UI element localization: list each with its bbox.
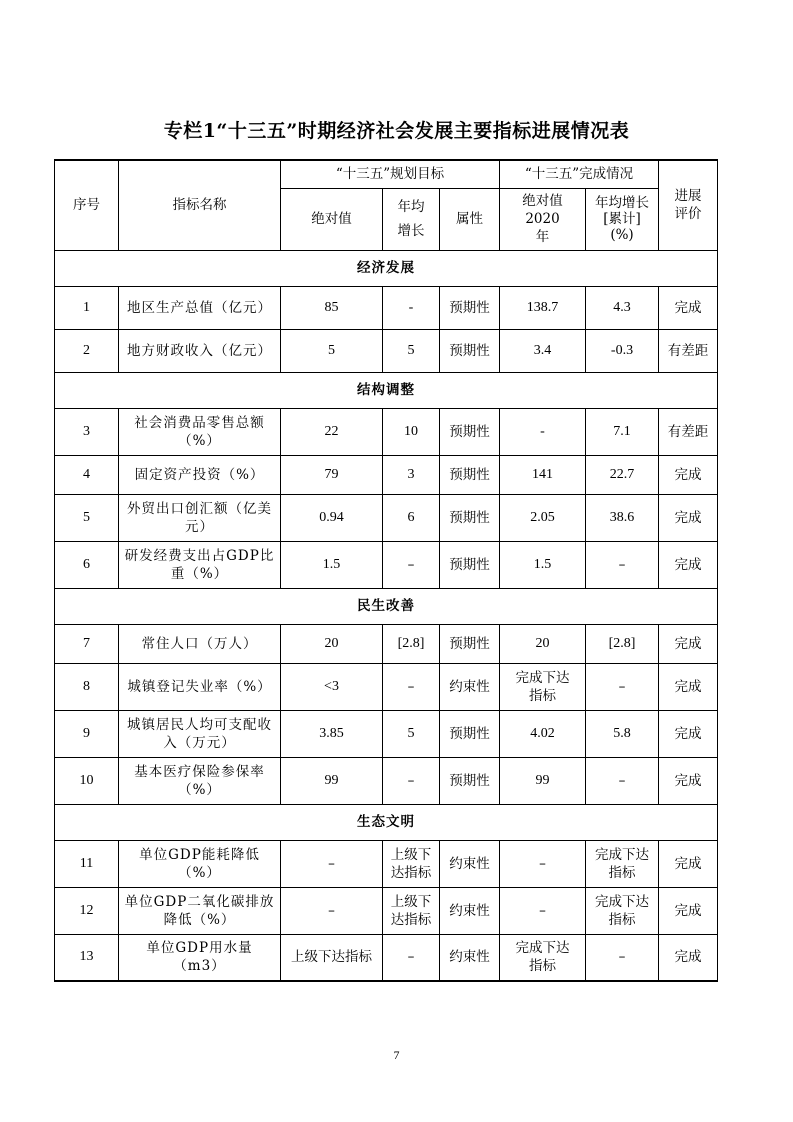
actual-annual-growth: 完成下达指标: [595, 846, 650, 881]
indicator-name-cell: [119, 934, 281, 981]
actual-annual-growth-cell: [586, 887, 659, 934]
section-title: 经济发展: [55, 250, 718, 286]
indicator-name: 社会消费品零售总额（%）: [134, 414, 265, 449]
section-title: 生态文明: [55, 804, 718, 840]
header-plan-group: “十三五”规划目标: [281, 160, 500, 188]
plan-absolute-cell: [281, 887, 383, 934]
indicator-name-cell: [119, 408, 281, 455]
plan-annual-growth-cell: [383, 541, 440, 588]
actual-absolute: -: [540, 423, 545, 439]
section-row: [55, 372, 718, 408]
section-title: 结构调整: [55, 372, 718, 408]
plan-annual-growth-cell: [383, 934, 440, 981]
actual-absolute: 2.05: [530, 509, 555, 525]
plan-annual-growth: –: [407, 949, 415, 966]
actual-annual-growth-cell: [586, 455, 659, 494]
actual-absolute: 138.7: [526, 299, 559, 315]
indicator-name-cell: [119, 663, 281, 710]
plan-absolute: 1.5: [322, 556, 341, 572]
plan-absolute: 22: [324, 423, 339, 439]
actual-absolute-cell: [500, 663, 586, 710]
actual-annual-growth-cell: [586, 840, 659, 887]
indicator-name: 外贸出口创汇额（亿美元）: [127, 500, 272, 535]
table-row: [55, 455, 718, 494]
actual-absolute-cell: [500, 494, 586, 541]
indicator-name: 常住人口（万人）: [141, 635, 258, 652]
actual-annual-growth: -0.3: [610, 342, 634, 358]
row-number: 1: [83, 299, 90, 315]
actual-absolute: 1.5: [533, 556, 552, 572]
attribute-cell: [440, 329, 500, 372]
actual-annual-growth: 完成下达指标: [595, 893, 650, 928]
header-eval: [659, 160, 718, 250]
plan-absolute: –: [328, 902, 335, 919]
attribute: 预期性: [449, 635, 490, 652]
plan-absolute-cell: [281, 408, 383, 455]
attribute: 预期性: [449, 509, 490, 526]
table-row: [55, 663, 718, 710]
header-name: 指标名称: [119, 160, 281, 250]
actual-absolute-cell: [500, 408, 586, 455]
row-number-cell: [55, 541, 119, 588]
row-number-cell: [55, 887, 119, 934]
row-number-cell: [55, 494, 119, 541]
section-row: [55, 250, 718, 286]
header-plan-abs: 绝对值: [281, 188, 383, 250]
header-actual-abs: [500, 188, 586, 250]
plan-annual-growth: -: [408, 299, 414, 315]
indicator-name: 研发经费支出占GDP比重（%）: [124, 547, 275, 582]
row-number-cell: [55, 286, 119, 329]
indicator-name: 城镇居民人均可支配收入（万元）: [127, 716, 272, 751]
indicator-name-cell: [119, 541, 281, 588]
plan-absolute-cell: [281, 624, 383, 663]
row-number-cell: [55, 840, 119, 887]
progress-evaluation: 完成: [674, 556, 702, 573]
progress-evaluation-cell: [659, 455, 718, 494]
attribute-cell: [440, 663, 500, 710]
progress-evaluation-cell: [659, 286, 718, 329]
progress-evaluation: 有差距: [667, 342, 709, 359]
plan-absolute: 85: [324, 299, 339, 315]
header-actual-growth-text: 年均增长[累计](%): [595, 195, 650, 243]
header-plan-growth-text: 年均增长: [397, 199, 425, 239]
actual-absolute: 99: [535, 772, 550, 788]
plan-absolute: 3.85: [319, 725, 344, 741]
section-row: [55, 804, 718, 840]
table-row: [55, 710, 718, 757]
plan-absolute-cell: [281, 840, 383, 887]
plan-annual-growth-cell: [383, 840, 440, 887]
plan-absolute-cell: [281, 329, 383, 372]
indicator-name-cell: [119, 757, 281, 804]
actual-annual-growth: 5.8: [613, 725, 631, 741]
plan-annual-growth: 10: [404, 423, 418, 439]
row-number: 7: [83, 635, 90, 651]
table-body: [55, 160, 718, 981]
attribute: 预期性: [449, 299, 490, 316]
actual-absolute-cell: [500, 455, 586, 494]
plan-annual-growth-cell: [383, 329, 440, 372]
actual-annual-growth: 7.1: [613, 423, 631, 439]
plan-annual-growth-cell: [383, 624, 440, 663]
actual-absolute: 141: [532, 466, 554, 482]
row-number: 12: [79, 902, 94, 918]
plan-absolute: 0.94: [319, 509, 344, 525]
indicator-name: 地方财政收入（亿元）: [127, 342, 272, 359]
attribute-cell: [440, 541, 500, 588]
attribute: 预期性: [449, 725, 490, 742]
plan-annual-growth: 3: [407, 466, 415, 482]
plan-annual-growth: 6: [407, 509, 415, 525]
table-row: [55, 541, 718, 588]
actual-absolute: 4.02: [530, 725, 555, 741]
attribute-cell: [440, 408, 500, 455]
plan-absolute-cell: [281, 710, 383, 757]
plan-absolute-cell: [281, 286, 383, 329]
progress-evaluation: 完成: [674, 299, 702, 316]
actual-annual-growth: –: [618, 772, 626, 789]
progress-evaluation-cell: [659, 887, 718, 934]
progress-evaluation: 完成: [674, 949, 702, 966]
row-number-cell: [55, 757, 119, 804]
plan-absolute-cell: [281, 934, 383, 981]
attribute-cell: [440, 887, 500, 934]
actual-annual-growth-cell: [586, 286, 659, 329]
actual-absolute: 完成下达指标: [515, 940, 570, 975]
progress-evaluation-cell: [659, 757, 718, 804]
actual-annual-growth-cell: [586, 663, 659, 710]
row-number: 2: [83, 342, 90, 358]
actual-annual-growth-cell: [586, 710, 659, 757]
header-actual-group: “十三五”完成情况: [500, 160, 659, 188]
plan-absolute-cell: [281, 455, 383, 494]
actual-annual-growth: –: [618, 949, 626, 966]
row-number: 13: [79, 949, 94, 965]
page-title: 专栏1“十三五”时期经济社会发展主要指标进展情况表: [163, 120, 630, 142]
attribute-cell: [440, 624, 500, 663]
actual-annual-growth: [2.8]: [608, 635, 636, 651]
progress-evaluation: 完成: [674, 509, 702, 526]
header-attr: 属性: [440, 188, 500, 250]
plan-annual-growth-cell: [383, 663, 440, 710]
plan-absolute: 5: [328, 342, 335, 358]
progress-evaluation: 有差距: [667, 423, 709, 440]
table-row: [55, 408, 718, 455]
plan-absolute-cell: [281, 541, 383, 588]
actual-annual-growth-cell: [586, 934, 659, 981]
attribute: 约束性: [449, 678, 490, 695]
indicator-name-cell: [119, 286, 281, 329]
attribute-cell: [440, 934, 500, 981]
row-number: 6: [83, 556, 90, 572]
header-row-1: [55, 160, 718, 188]
plan-annual-growth-cell: [383, 494, 440, 541]
indicator-table: [54, 159, 718, 982]
actual-annual-growth-cell: [586, 541, 659, 588]
attribute-cell: [440, 494, 500, 541]
actual-annual-growth-cell: [586, 408, 659, 455]
row-number: 5: [83, 509, 90, 525]
indicator-name-cell: [119, 494, 281, 541]
indicator-name: 基本医疗保险参保率（%）: [134, 763, 265, 798]
actual-annual-growth: 38.6: [609, 509, 635, 525]
row-number-cell: [55, 663, 119, 710]
table-row: [55, 934, 718, 981]
indicator-name: 城镇登记失业率（%）: [127, 678, 272, 695]
attribute: 约束性: [449, 855, 490, 872]
actual-absolute: 完成下达指标: [515, 669, 570, 704]
progress-evaluation-cell: [659, 329, 718, 372]
actual-absolute-cell: [500, 757, 586, 804]
table-row: [55, 887, 718, 934]
row-number-cell: [55, 934, 119, 981]
attribute: 预期性: [449, 342, 490, 359]
attribute: 预期性: [449, 556, 490, 573]
attribute: 预期性: [449, 423, 490, 440]
page-number: 7: [393, 1048, 400, 1062]
row-number: 8: [83, 678, 90, 694]
plan-annual-growth-cell: [383, 455, 440, 494]
actual-absolute-cell: [500, 541, 586, 588]
row-number-cell: [55, 329, 119, 372]
plan-annual-growth: 上级下达指标: [390, 846, 432, 881]
plan-absolute-cell: [281, 663, 383, 710]
plan-annual-growth: –: [407, 772, 415, 789]
actual-absolute: 3.4: [533, 342, 552, 358]
attribute: 约束性: [449, 902, 490, 919]
table-row: [55, 494, 718, 541]
attribute-cell: [440, 840, 500, 887]
header-seq: 序号: [55, 160, 119, 250]
progress-evaluation-cell: [659, 494, 718, 541]
section-row: [55, 588, 718, 624]
indicator-name: 固定资产投资（%）: [134, 466, 265, 483]
progress-evaluation-cell: [659, 541, 718, 588]
plan-annual-growth: –: [407, 678, 415, 695]
actual-absolute-cell: [500, 887, 586, 934]
table-row: [55, 286, 718, 329]
section-title: 民生改善: [55, 588, 718, 624]
header-actual-abs-text: 绝对值2020年: [522, 193, 563, 245]
indicator-name-cell: [119, 455, 281, 494]
actual-absolute-cell: [500, 286, 586, 329]
progress-evaluation-cell: [659, 710, 718, 757]
progress-evaluation: 完成: [674, 635, 702, 652]
plan-annual-growth-cell: [383, 408, 440, 455]
indicator-name: 单位GDP二氧化碳排放降低（%）: [124, 893, 275, 928]
row-number: 10: [79, 772, 94, 788]
actual-absolute-cell: [500, 329, 586, 372]
plan-annual-growth-cell: [383, 757, 440, 804]
actual-annual-growth-cell: [586, 329, 659, 372]
plan-absolute: 79: [324, 466, 339, 482]
indicator-name-cell: [119, 624, 281, 663]
plan-annual-growth-cell: [383, 710, 440, 757]
plan-absolute: 20: [324, 635, 339, 651]
row-number-cell: [55, 624, 119, 663]
indicator-name: 单位GDP能耗降低（%）: [139, 846, 260, 881]
actual-absolute-cell: [500, 624, 586, 663]
actual-absolute: –: [539, 855, 546, 872]
actual-annual-growth: 4.3: [613, 299, 631, 315]
progress-evaluation: 完成: [674, 466, 702, 483]
actual-absolute: 20: [535, 635, 550, 651]
table-row: [55, 757, 718, 804]
indicator-name: 单位GDP用水量（m3）: [146, 940, 253, 975]
actual-annual-growth: 22.7: [609, 466, 635, 482]
progress-evaluation-cell: [659, 934, 718, 981]
row-number-cell: [55, 408, 119, 455]
progress-evaluation-cell: [659, 663, 718, 710]
actual-absolute-cell: [500, 710, 586, 757]
plan-annual-growth: 5: [407, 342, 415, 358]
attribute: 预期性: [449, 772, 490, 789]
attribute: 约束性: [449, 949, 490, 966]
plan-absolute-cell: [281, 757, 383, 804]
actual-absolute-cell: [500, 934, 586, 981]
progress-evaluation-cell: [659, 624, 718, 663]
actual-annual-growth-cell: [586, 757, 659, 804]
plan-absolute: 99: [324, 772, 339, 788]
plan-absolute: 上级下达指标: [291, 949, 372, 966]
header-plan-growth: [383, 188, 440, 250]
table-row: [55, 624, 718, 663]
indicator-name-cell: [119, 840, 281, 887]
table-row: [55, 840, 718, 887]
row-number-cell: [55, 455, 119, 494]
plan-annual-growth: [2.8]: [397, 635, 425, 651]
progress-evaluation: 完成: [674, 678, 702, 695]
plan-annual-growth: 5: [407, 725, 415, 741]
row-number: 3: [83, 423, 90, 439]
actual-absolute: –: [539, 902, 546, 919]
actual-annual-growth-cell: [586, 494, 659, 541]
row-number: 9: [83, 725, 90, 741]
header-eval-text: 进展评价: [674, 188, 702, 223]
progress-evaluation: 完成: [674, 725, 702, 742]
plan-annual-growth: 上级下达指标: [390, 893, 432, 928]
plan-annual-growth-cell: [383, 286, 440, 329]
actual-annual-growth-cell: [586, 624, 659, 663]
plan-absolute: –: [328, 855, 335, 872]
progress-evaluation: 完成: [674, 855, 702, 872]
indicator-name-cell: [119, 710, 281, 757]
header-actual-growth: [586, 188, 659, 250]
progress-evaluation: 完成: [674, 772, 702, 789]
progress-evaluation: 完成: [674, 902, 702, 919]
attribute-cell: [440, 286, 500, 329]
indicator-name-cell: [119, 329, 281, 372]
row-number-cell: [55, 710, 119, 757]
attribute: 预期性: [449, 466, 490, 483]
indicator-name-cell: [119, 887, 281, 934]
attribute-cell: [440, 710, 500, 757]
plan-annual-growth: –: [407, 556, 415, 573]
plan-absolute: <3: [324, 678, 339, 694]
row-number: 11: [79, 855, 94, 871]
progress-evaluation-cell: [659, 840, 718, 887]
attribute-cell: [440, 757, 500, 804]
row-number: 4: [83, 466, 90, 482]
actual-annual-growth: –: [618, 678, 626, 695]
indicator-name: 地区生产总值（亿元）: [127, 299, 272, 316]
actual-annual-growth: –: [618, 556, 626, 573]
progress-evaluation-cell: [659, 408, 718, 455]
actual-absolute-cell: [500, 840, 586, 887]
plan-absolute-cell: [281, 494, 383, 541]
plan-annual-growth-cell: [383, 887, 440, 934]
table-row: [55, 329, 718, 372]
attribute-cell: [440, 455, 500, 494]
